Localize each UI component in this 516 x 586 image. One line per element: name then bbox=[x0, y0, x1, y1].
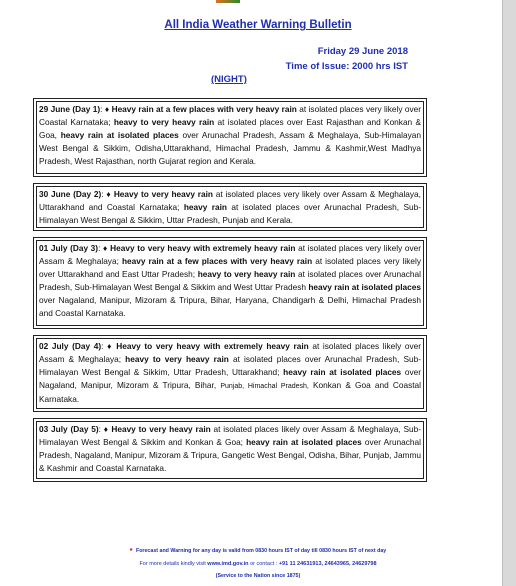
day-3-segment: heavy to very heavy rain bbox=[197, 269, 296, 279]
day-5-segment: 03 July (Day 5) bbox=[39, 424, 99, 434]
validity-note-text: Forecast and Warning for any day is valid from 0830 hours IST of day till 0830 hours IST of next day bbox=[135, 548, 387, 554]
logo-icon bbox=[216, 0, 240, 3]
day-4-warning-box bbox=[33, 335, 427, 412]
day-5-warning-box bbox=[33, 418, 427, 482]
day-2-text bbox=[38, 186, 422, 227]
day-2-warning-box bbox=[33, 183, 427, 231]
day-3-segment: at isolated places very likely over Assam & Meghalaya; bbox=[39, 243, 421, 266]
day-1-segment: over Arunachal Pradesh, Assam & Meghalaya, Sub-Himalayan West Bengal & Sikkim, Odisha,Uttarakhand, Himachal Pradesh, Jammu & Kashmir,West Madhya Pradesh, West Rajasthan, north Gujarat region and Kerala. bbox=[39, 130, 421, 166]
day-1-text bbox=[38, 101, 422, 168]
day-2-segment: Heavy to very heavy rain bbox=[113, 189, 213, 199]
contact-mid: or contact : bbox=[250, 561, 278, 567]
day-4-segment: heavy to very heavy rain bbox=[125, 354, 229, 364]
top-strip bbox=[0, 0, 502, 4]
contact-prefix: For more details kindly visit bbox=[139, 561, 206, 567]
day-3-warning-box bbox=[33, 237, 427, 329]
day-4-segment: 02 July (Day 4) bbox=[39, 341, 102, 351]
motto: (Service to the Nation since 1875) bbox=[215, 573, 301, 579]
day-3-segment: heavy rain at isolated places bbox=[308, 282, 421, 292]
day-1-warning-box bbox=[33, 98, 427, 177]
day-3-segment: 01 July (Day 3) bbox=[39, 243, 99, 253]
day-2-segment: at isolated places over Arunachal Pradesh, Sub-Himalayan West Bengal & Sikkim, Uttar Pradesh, Punjab and Kerala. bbox=[39, 202, 421, 225]
day-2-segment: 30 June (Day 2) bbox=[39, 189, 102, 199]
day-4-segment: Punjab, Himachal Pradesh, bbox=[220, 383, 309, 390]
day-5-segment: at isolated places likely over Assam & Meghalaya, Sub-Himalayan West Bengal & Sikkim and Konkan & Goa; bbox=[39, 424, 422, 447]
day-4-text bbox=[38, 338, 422, 406]
day-4-segment: over Nagaland, Manipur, Mizoram & Tripura, Bihar, bbox=[39, 367, 421, 390]
day-4-segment: Konkan & Goa and Coastal Karnataka. bbox=[39, 380, 422, 404]
day-3-segment: over Nagaland, Manipur, Mizoram & Tripura, Bihar, Haryana, Chandigarh & Delhi, Himachal Pradesh and Coastal Karnataka. bbox=[39, 295, 421, 318]
day-1-segment: at isolated places over East Rajasthan and Konkan & Goa, bbox=[39, 117, 421, 140]
day-1-segment: Heavy rain at a few places with very heavy rain bbox=[111, 104, 297, 114]
day-5-segment: over Arunachal Pradesh, Nagaland, Manipur, Mizoram & Tripura, Gangetic West Bengal, Odisha, Bihar, Punjab, Jammu & Kashmir and Coastal Karnataka. bbox=[39, 437, 422, 473]
note-marker: * bbox=[129, 548, 133, 555]
phone-numbers: +91 11 24631913, 24643965, 24629798 bbox=[278, 561, 377, 567]
edition-label: (NIGHT) bbox=[211, 74, 247, 85]
contact-line bbox=[0, 561, 516, 567]
day-5-segment: heavy rain at isolated places bbox=[246, 437, 362, 447]
day-4-segment: heavy rain at isolated places bbox=[283, 367, 402, 377]
day-3-segment: at isolated places over Arunachal Pradesh, Sub-Himalayan West Bengal & Sikkim and West Uttar Pradesh bbox=[39, 269, 422, 292]
day-5-text bbox=[38, 421, 422, 475]
time-of-issue: Time of Issue: 2000 hrs IST bbox=[285, 61, 408, 72]
day-3-text bbox=[38, 240, 422, 320]
day-2-segment: : ♦ bbox=[101, 189, 114, 199]
website-link[interactable]: www.imd.gov.in bbox=[207, 561, 249, 567]
day-5-segment: : ♦ bbox=[98, 424, 112, 434]
day-3-segment: heavy rain at a few places with very heavy rain bbox=[121, 256, 313, 266]
day-2-segment: heavy rain bbox=[183, 202, 227, 212]
day-4-segment: Heavy to very heavy with extremely heavy rain bbox=[116, 341, 309, 351]
day-2-segment: at isolated places very likely over Assam & Meghalaya, Uttarakhand and Coastal Karnataka; bbox=[39, 189, 421, 212]
validity-note bbox=[0, 548, 516, 555]
day-5-segment: Heavy to very heavy rain bbox=[111, 424, 211, 434]
day-1-segment: 29 June (Day 1) bbox=[39, 104, 101, 114]
day-3-segment: : ♦ bbox=[98, 243, 111, 253]
day-3-segment: Heavy to very heavy with extremely heavy rain bbox=[110, 243, 296, 253]
day-1-segment: heavy rain at isolated places bbox=[60, 130, 179, 140]
day-4-segment: at isolated places over Arunachal Pradesh, Sub-Himalayan West Bengal & Sikkim, Uttar Pradesh, Uttarakhand; bbox=[39, 354, 421, 377]
bulletin-date: Friday 29 June 2018 bbox=[317, 46, 408, 57]
day-4-segment: at isolated places likely over Assam & Meghalaya; bbox=[39, 341, 422, 364]
bulletin-title: All India Weather Warning Bulletin bbox=[164, 19, 352, 31]
day-4-segment: : ♦ bbox=[101, 341, 117, 351]
day-1-segment: : ♦ bbox=[100, 104, 112, 114]
day-1-segment: at isolated places very likely over Coastal Karnataka; bbox=[39, 104, 422, 127]
day-3-segment: at isolated places very likely over Uttarakhand and East Uttar Pradesh; bbox=[39, 256, 422, 279]
day-1-segment: heavy to very heavy rain bbox=[113, 117, 215, 127]
